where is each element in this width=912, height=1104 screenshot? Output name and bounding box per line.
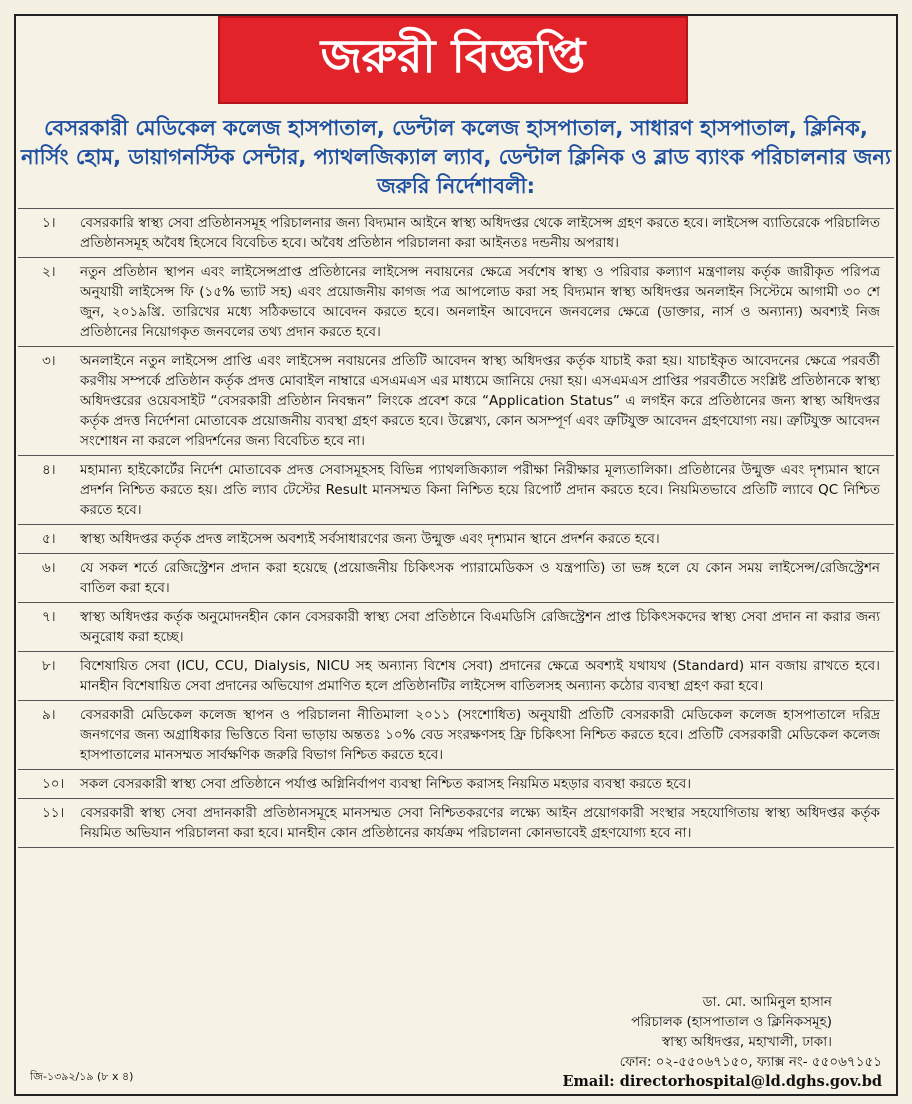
item-number: ৬। bbox=[42, 560, 56, 576]
directive-list bbox=[18, 208, 894, 848]
signatory-office: স্বাস্থ্য অধিদপ্তর, মহাখালী, ঢাকা। bbox=[661, 1034, 832, 1050]
item-number: ৩। bbox=[42, 353, 56, 369]
list-item bbox=[18, 347, 894, 456]
item-text: স্বাস্থ্য অধিদপ্তর কর্তৃক অনুমোদনহীন কোন বেসরকারী স্বাস্থ্য সেবা প্রতিষ্ঠানে বিএমডিসি রেজিস্ট্রেশন প্রাপ্ত চিকিৎসকদের স্বাস্থ্য সেবা প্রদান না করার জন্য অনুরোধ করা হচ্ছে। bbox=[80, 609, 880, 645]
list-item bbox=[18, 652, 894, 701]
notice-title-banner bbox=[218, 16, 688, 104]
list-item bbox=[18, 258, 894, 347]
item-number: ৯। bbox=[42, 707, 56, 723]
notice-subtitle: বেসরকারী মেডিকেল কলেজ হাসপাতাল, ডেন্টাল কলেজ হাসপাতাল, সাধারণ হাসপাতাল, ক্লিনিক, নার্সিং হোম, ডায়াগনস্টিক সেন্টার, প্যাথলজিক্যাল ল্যাব, ডেন্টাল ক্লিনিক ও ব্লাড ব্যাংক পরিচালনার জন্য জরুরি নির্দেশাবলী: bbox=[21, 116, 891, 198]
reference-code: জি-১৩৯২/১৯ (৮ x ৪) bbox=[30, 1070, 134, 1083]
item-number: ২। bbox=[42, 264, 56, 280]
list-item bbox=[18, 554, 894, 603]
item-text: বিশেষায়িত সেবা (ICU, CCU, Dialysis, NICU সহ অন্যান্য বিশেষ সেবা) প্রদানের ক্ষেত্রে অবশ্যই যথাযথ (Standard) মান বজায় রাখতে হবে। মানহীন বিশেষায়িত সেবা প্রদানের অভিযোগ প্রমাণিত হলে প্রতিষ্ঠানটির লাইসেন্স বাতিলসহ অন্যান্য কঠোর ব্যবস্থা গ্রহণ করা হবে। bbox=[80, 658, 880, 694]
item-text: বেসরকারী স্বাস্থ্য সেবা প্রদানকারী প্রতিষ্ঠানসমূহে মানসম্মত সেবা নিশ্চিতকরণের লক্ষ্যে আইন প্রয়োগকারী সংস্থার সহযোগিতায় স্বাস্থ্য অধিদপ্তর কর্তৃক নিয়মিত অভিযান পরিচালনা করা হবে। মানহীন কোন প্রতিষ্ঠানের কার্যক্রম পরিচালনা কোনভাবেই গ্রহণযোগ্য হবে না। bbox=[80, 805, 880, 841]
item-number: ৭। bbox=[42, 609, 56, 625]
item-text: বেসরকারি স্বাস্থ্য সেবা প্রতিষ্ঠানসমূহ পরিচালনার জন্য বিদ্যমান আইনে স্বাস্থ্য অধিদপ্তর থেকে লাইসেন্স গ্রহণ করতে হবে। লাইসেন্স ব্যাতিরেকে পরিচালিত প্রতিষ্ঠানসমূহ অবৈধ হিসেবে বিবেচিত হবে। অবৈধ প্রতিষ্ঠান পরিচালনা করা আইনতঃ দন্ডনীয় অপরাধ। bbox=[80, 215, 880, 251]
item-number: ৪। bbox=[42, 462, 56, 478]
list-item bbox=[18, 603, 894, 652]
list-item bbox=[18, 525, 894, 554]
item-text: মহামান্য হাইকোর্টের নির্দেশ মোতাবেক প্রদত্ত সেবাসমূহসহ বিভিন্ন প্যাথলজিক্যাল পরীক্ষা নিরীক্ষার মূল্যতালিকা। প্রতিষ্ঠানের উন্মুক্ত এবং দৃশ্যমান স্থানে প্রদর্শন নিশ্চিত করতে হয়। প্রতি ল্যাব টেস্টের Result মানসম্মত কিনা নিশ্চিত হয়ে রিপোর্ট প্রদান করতে হবে। নিয়মিতভাবে প্রতিটি ল্যাবে QC নিশ্চিত করতে হবে। bbox=[80, 462, 880, 518]
list-item bbox=[18, 799, 894, 848]
item-number: ১। bbox=[42, 215, 56, 231]
list-item bbox=[18, 456, 894, 525]
list-item bbox=[18, 770, 894, 799]
signatory-name: ডা. মো. আমিনুল হাসান bbox=[702, 994, 832, 1010]
item-number: ১১। bbox=[42, 805, 65, 821]
item-text: যে সকল শর্তে রেজিস্ট্রেশন প্রদান করা হয়েছে (প্রয়োজনীয় চিকিৎসক প্যারামেডিকস ও যন্ত্রপাতি) তা ভঙ্গ হলে যে কোন সময় লাইসেন্স/রেজিস্ট্রেশন বাতিল করা হবে। bbox=[80, 560, 880, 596]
contact-phone: ফোন: ০২-৫৫০৬৭১৫০, ফ্যাক্স নং- ৫৫০৬৭১৫১ bbox=[619, 1054, 882, 1070]
signature-block bbox=[562, 992, 882, 1092]
item-text: বেসরকারী মেডিকেল কলেজ স্থাপন ও পরিচালনা নীতিমালা ২০১১ (সংশোধিত) অনুযায়ী প্রতিটি বেসরকারী মেডিকেল কলেজ হাসপাতালে দরিদ্র জনগণের জন্য অগ্রাধিকার ভিত্তিতে বিনা ভাড়ায় অন্ততঃ ১০% বেড সংরক্ষণসহ ফ্রি চিকিৎসা নিশ্চিত করতে হবে। প্রতিটি বেসরকারী মেডিকেল কলেজ হাসপাতালের মানসম্মত সার্বক্ষণিক জরুরি বিভাগ নিশ্চিত করতে হবে। bbox=[80, 707, 880, 763]
list-item bbox=[18, 209, 894, 258]
item-text: অনলাইনে নতুন লাইসেন্স প্রাপ্তি এবং লাইসেন্স নবায়নের প্রতিটি আবেদন স্বাস্থ্য অধিদপ্তর কর্তৃক যাচাই করা হয়। যাচাইকৃত আবেদনের ক্ষেত্রে পরবর্তী করণীয় সম্পর্কে প্রতিষ্ঠান কর্তৃক প্রদত্ত মোবাইল নাম্বারে এসএমএস এর মাধ্যমে জানিয়ে দেয়া হয়। এসএমএস প্রাপ্তির পরবর্তীতে সংশ্লিষ্ট প্রতিষ্ঠানকে স্বাস্থ্য অধিদপ্তরের ওয়েবসাইট “বেসরকারী প্রতিষ্ঠান নিবন্ধন” লিংকে প্রবেশ করে “Application Status” এ লগইন করে প্রতিষ্ঠানের জন্য স্বাস্থ্য অধিদপ্তর কর্তৃক প্রদত্ত নির্দেশনা মোতাবেক প্রয়োজনীয় ব্যবস্থা গ্রহণ করতে হবে। উল্লেখ্য, কোন অসম্পূর্ণ এবং ত্রুটিযুক্ত আবেদন গ্রহণযোগ্য নয়। ত্রুটিযুক্ত আবেদন সংশোধন না করলে পরিদর্শনের জন্য বিবেচিত হবে না। bbox=[80, 353, 880, 449]
notice-title: জরুরী বিজ্ঞপ্তি bbox=[320, 29, 586, 83]
item-text: নতুন প্রতিষ্ঠান স্থাপন এবং লাইসেন্সপ্রাপ্ত প্রতিষ্ঠানের লাইসেন্স নবায়নের ক্ষেত্রে সর্বশেষ স্বাস্থ্য ও পরিবার কল্যাণ মন্ত্রণালয় কর্তৃক জারীকৃত পরিপত্র অনুযায়ী লাইসেন্স ফি (১৫% ভ্যাট সহ) এবং প্রয়োজনীয় কাগজ পত্র আপলোড করা সহ বিদ্যমান স্বাস্থ্য অধিদপ্তর অনলাইন সিস্টেমে আগামী ৩০ শে জুন, ২০১৯খ্রি. তারিখের মধ্যে সঠিকভাবে আবেদন করতে হবে। অনলাইন আবেদনে জনবলের ক্ষেত্রে (ডাক্তার, নার্স ও অন্যান্য) অবশ্যই নিজ প্রতিষ্ঠানের নিয়োগকৃত জনবলের তথ্য প্রদান করতে হবে। bbox=[80, 264, 880, 340]
signatory-title: পরিচালক (হাসপাতাল ও ক্লিনিকসমূহ) bbox=[631, 1014, 832, 1030]
item-text: সকল বেসরকারী স্বাস্থ্য সেবা প্রতিষ্ঠানে পর্যাপ্ত অগ্নিনির্বাপণ ব্যবস্থা নিশ্চিত করাসহ নিয়মিত মহড়ার ব্যবস্থা করতে হবে। bbox=[80, 776, 692, 792]
list-item bbox=[18, 701, 894, 770]
contact-email: Email: directorhospital@ld.dghs.gov.bd bbox=[562, 1073, 882, 1090]
item-number: ১০। bbox=[42, 776, 65, 792]
item-number: ৮। bbox=[42, 658, 56, 674]
item-text: স্বাস্থ্য অধিদপ্তর কর্তৃক প্রদত্ত লাইসেন্স অবশ্যই সর্বসাধারণের জন্য উন্মুক্ত এবং দৃশ্যমান স্থানে প্রদর্শন করতে হবে। bbox=[80, 531, 660, 547]
item-number: ৫। bbox=[42, 531, 56, 547]
